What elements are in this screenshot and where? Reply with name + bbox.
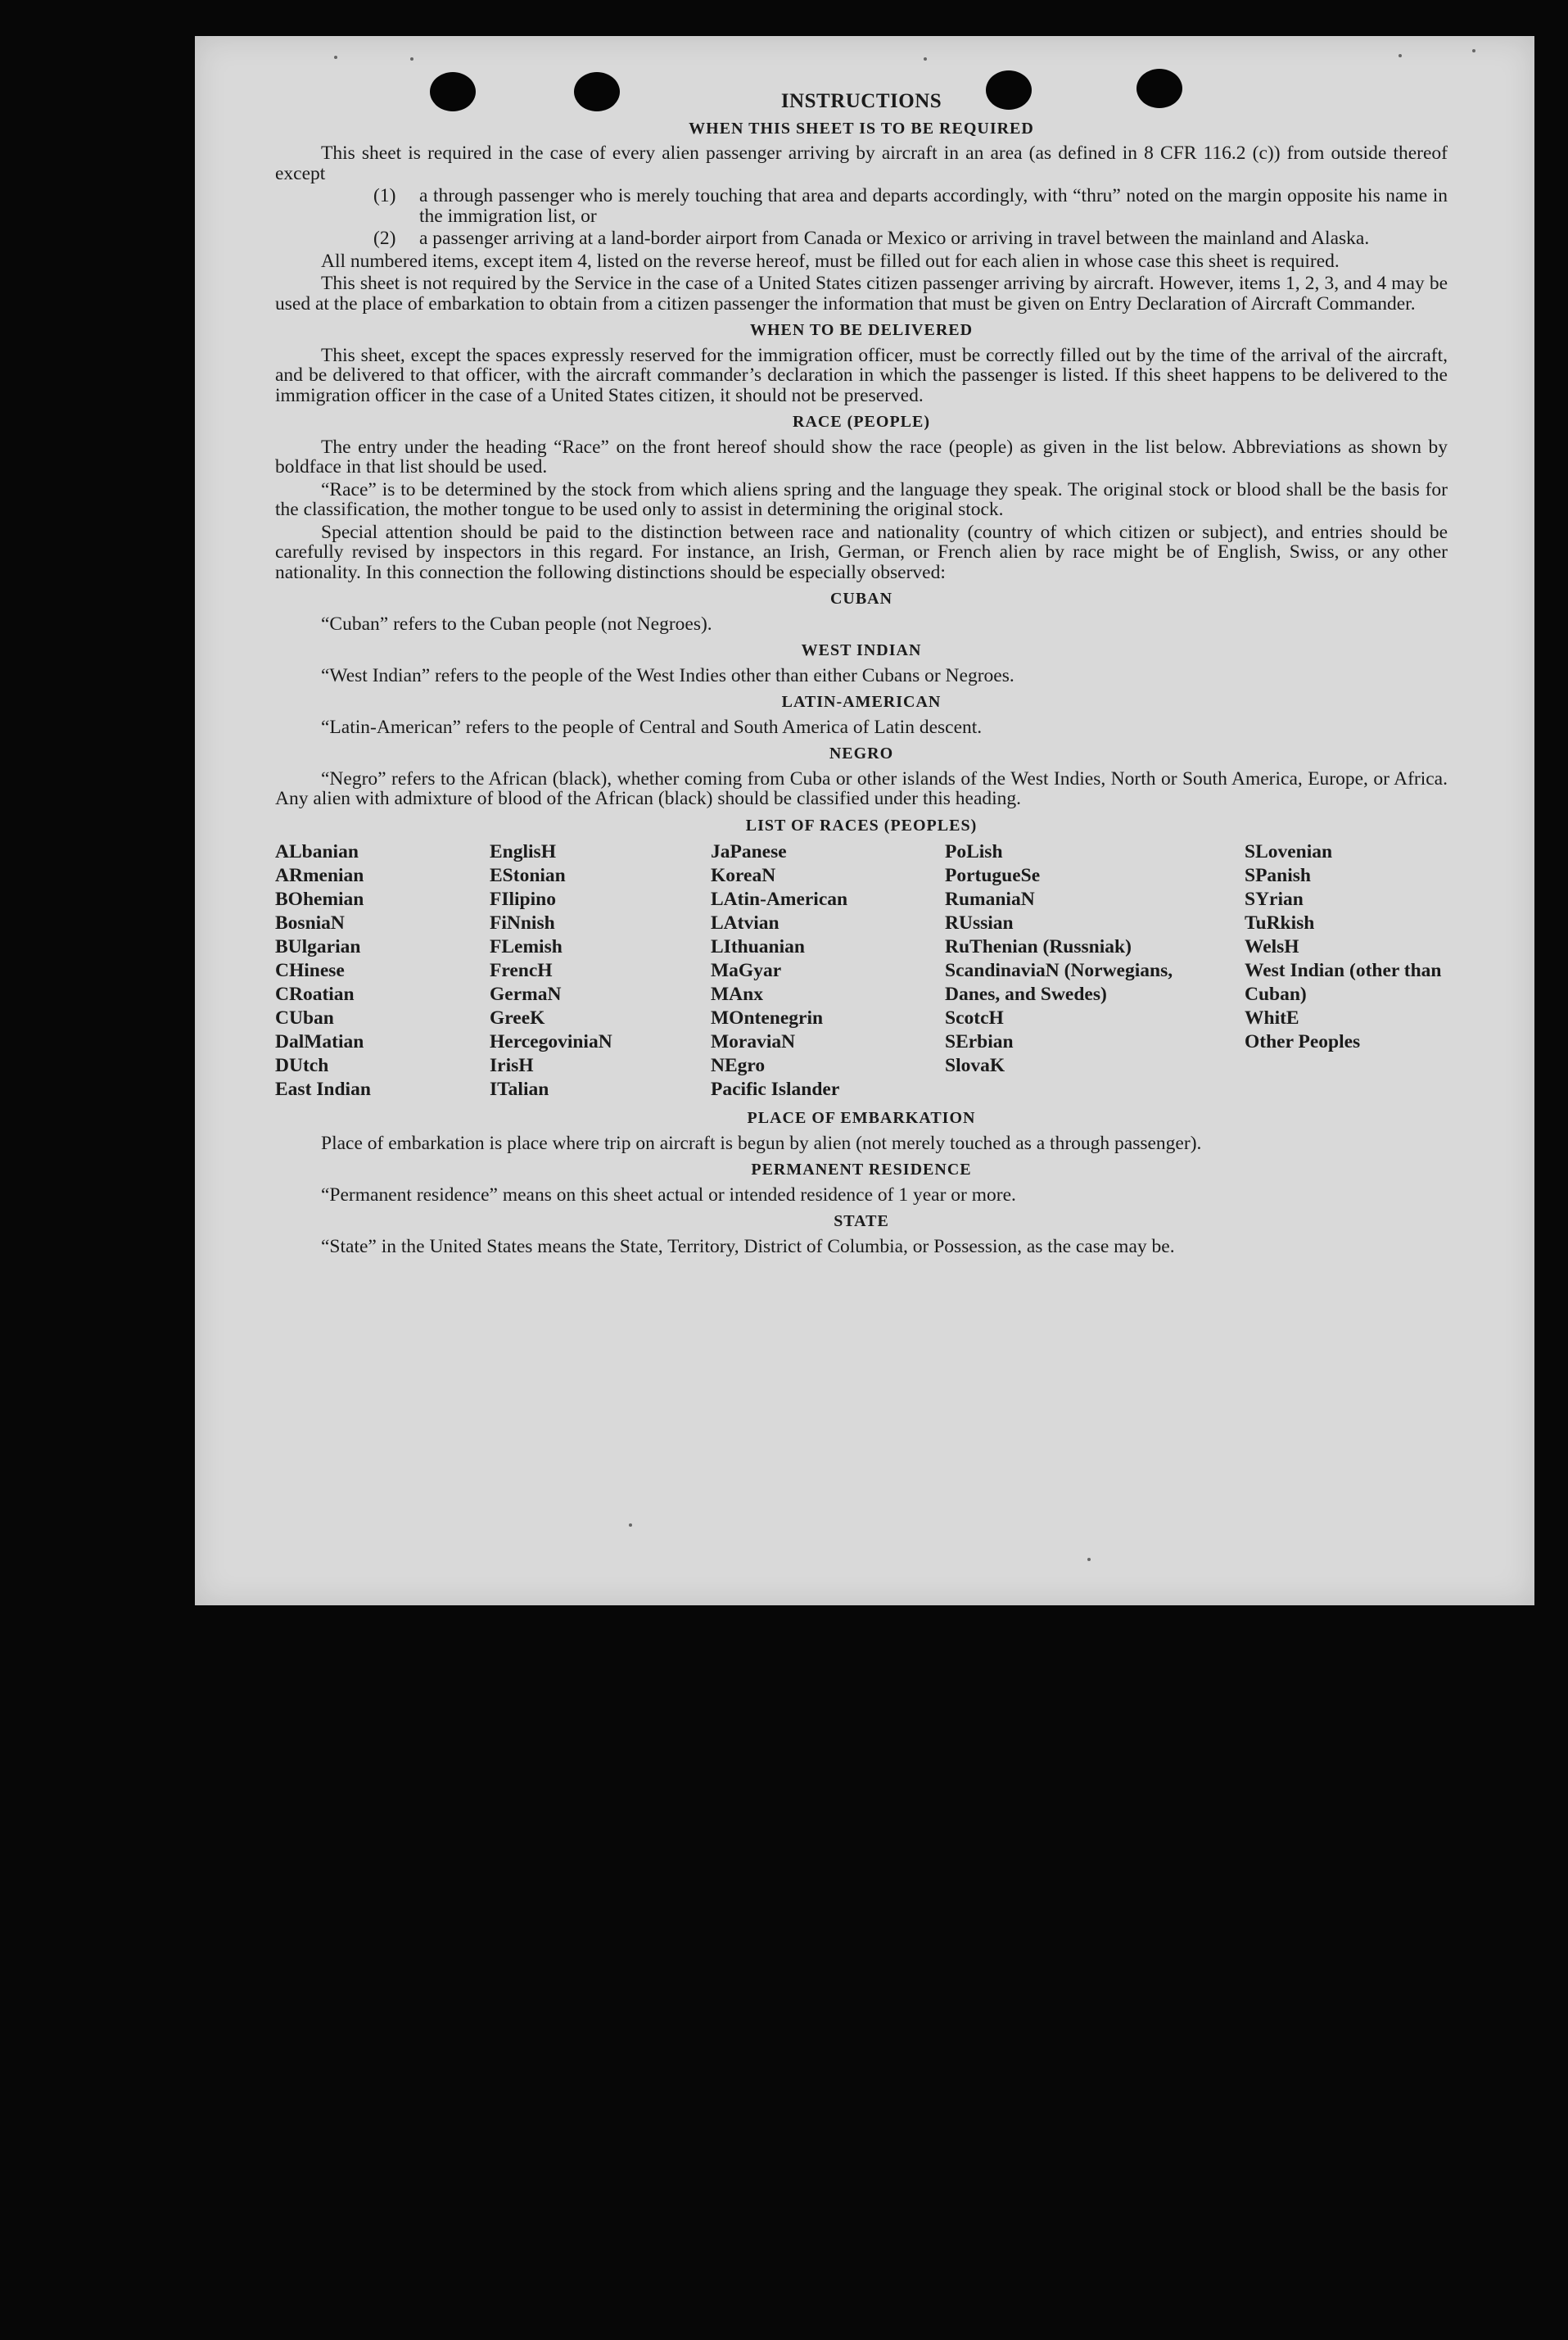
section-heading-residence: PERMANENT RESIDENCE bbox=[751, 1161, 972, 1179]
paragraph: All numbered items, except item 4, listed on the reverse hereof, must be filled out for each alien in whose case this sheet is required. bbox=[321, 250, 1340, 272]
paragraph: “State” in the United States means the State, Territory, District of Columbia, or Possession, as the case may be. bbox=[321, 1235, 1175, 1257]
races-column bbox=[945, 840, 1245, 1102]
race-item: PortugueSe bbox=[945, 865, 1041, 886]
item-number: (1) bbox=[373, 185, 396, 206]
races-list bbox=[275, 840, 1448, 1102]
paragraph: This sheet is not required by the Service in the case of a United States citizen passenger arriving by aircraft. However, items 1, 2, 3, and 4 may be used at the place of embarkation to obtain from a citizen passenger the information that must be given on Entry Declaration of Aircraft Commander. bbox=[275, 273, 1448, 315]
race-item: West Indian (other than Cuban) bbox=[1245, 960, 1442, 1005]
race-item: LAtin-American bbox=[711, 889, 848, 910]
item-text: a passenger arriving at a land-border airport from Canada or Mexico or arriving in travel between the mainland and Alaska. bbox=[419, 228, 1370, 249]
race-item: IrisH bbox=[490, 1055, 534, 1076]
race-item: FrencH bbox=[490, 960, 553, 981]
race-item: LIthuanian bbox=[711, 936, 805, 957]
paragraph: This sheet is required in the case of every alien passenger arriving by aircraft in an area (as defined in 8 CFR 116.2 (c)) from outside thereof except bbox=[275, 143, 1448, 184]
race-item: DUtch bbox=[275, 1055, 329, 1076]
race-item: KoreaN bbox=[711, 865, 776, 886]
race-item: FLemish bbox=[490, 936, 563, 957]
race-item: MAnx bbox=[711, 984, 763, 1005]
section-heading-list-of-races: LIST OF RACES (PEOPLES) bbox=[745, 816, 978, 835]
race-item: WelsH bbox=[1245, 936, 1299, 957]
section-heading-negro: NEGRO bbox=[829, 745, 894, 763]
paragraph: This sheet, except the spaces expressly reserved for the immigration officer, must be correctly filled out by the time of the arrival of the aircraft, and be delivered to that officer, with the aircraft commander’s declaration in which the passenger is listed. If this sheet happens to be delivered to the immigration officer in the case of a United States citizen, it should not be preserved. bbox=[275, 344, 1448, 406]
section-heading-embarkation: PLACE OF EMBARKATION bbox=[747, 1109, 976, 1127]
race-item: Pacific Islander bbox=[711, 1079, 840, 1100]
section-heading-west-indian: WEST INDIAN bbox=[801, 641, 922, 659]
races-column bbox=[1245, 840, 1448, 1102]
race-item: SPanish bbox=[1245, 865, 1311, 886]
race-item: MaGyar bbox=[711, 960, 782, 981]
paragraph: Special attention should be paid to the distinction between race and nationality (country of which citizen or subject), and entries should be carefully revised by inspectors in this regard. For instance, an Irish, German, or French alien by race might be of English, Swiss, or any other nationality. In this connection the following distinctions should be especially observed: bbox=[275, 521, 1448, 583]
race-item: CHinese bbox=[275, 960, 345, 981]
race-item: RUssian bbox=[945, 912, 1014, 934]
race-item: JaPanese bbox=[711, 841, 787, 862]
race-item: ITalian bbox=[490, 1079, 549, 1100]
section-heading-when-required: WHEN THIS SHEET IS TO BE REQUIRED bbox=[689, 119, 1034, 138]
race-item: MoraviaN bbox=[711, 1031, 796, 1052]
page-title: INSTRUCTIONS bbox=[780, 90, 942, 112]
paragraph: Place of embarkation is place where trip on aircraft is begun by alien (not merely touched as a through passenger). bbox=[321, 1132, 1202, 1154]
race-item: SErbian bbox=[945, 1031, 1014, 1052]
paragraph: “West Indian” refers to the people of the West Indies other than either Cubans or Negroes. bbox=[321, 664, 1014, 686]
race-item: CRoatian bbox=[275, 984, 355, 1005]
race-item: EStonian bbox=[490, 865, 566, 886]
section-heading-state: STATE bbox=[834, 1212, 889, 1230]
race-item: DalMatian bbox=[275, 1031, 364, 1052]
instructions-content bbox=[275, 92, 1448, 1259]
race-item: ARmenian bbox=[275, 865, 364, 886]
document-sheet bbox=[195, 36, 1534, 1605]
paragraph: “Cuban” refers to the Cuban people (not Negroes). bbox=[321, 613, 712, 635]
race-item: EnglisH bbox=[490, 841, 556, 862]
exception-item bbox=[275, 229, 1448, 249]
race-item: TuRkish bbox=[1245, 912, 1315, 934]
race-item: BosniaN bbox=[275, 912, 345, 934]
race-item: GermaN bbox=[490, 984, 562, 1005]
paragraph: “Negro” refers to the African (black), whether coming from Cuba or other islands of the West Indies, North or South America, Europe, or Africa. Any alien with admixture of blood of the African (black) should be classified under this heading. bbox=[275, 767, 1448, 809]
race-item: RumaniaN bbox=[945, 889, 1035, 910]
race-item: SlovaK bbox=[945, 1055, 1005, 1076]
race-item: BUlgarian bbox=[275, 936, 361, 957]
paragraph: “Permanent residence” means on this sheet actual or intended residence of 1 year or more. bbox=[321, 1184, 1016, 1206]
paragraph: “Race” is to be determined by the stock from which aliens spring and the language they speak. The original stock or blood shall be the basis for the classification, the mother tongue to be used only to assist in determining the original stock. bbox=[275, 478, 1448, 520]
race-item: GreeK bbox=[490, 1007, 545, 1029]
section-heading-race: RACE (PEOPLE) bbox=[793, 413, 930, 431]
race-item: PoLish bbox=[945, 841, 1003, 862]
race-item: ScotcH bbox=[945, 1007, 1004, 1029]
paragraph: The entry under the heading “Race” on the front hereof should show the race (people) as given in the list below. Abbreviations as shown by boldface in that list should be used. bbox=[275, 436, 1448, 478]
race-item: MOntenegrin bbox=[711, 1007, 824, 1029]
exception-item bbox=[275, 186, 1448, 226]
race-item: RuThenian (Russniak) bbox=[945, 936, 1132, 957]
section-heading-when-delivered: WHEN TO BE DELIVERED bbox=[749, 321, 974, 339]
race-item: NEgro bbox=[711, 1055, 766, 1076]
paragraph: “Latin-American” refers to the people of Central and South America of Latin descent. bbox=[321, 716, 983, 738]
race-item: BOhemian bbox=[275, 889, 364, 910]
race-item: East Indian bbox=[275, 1079, 371, 1100]
races-column bbox=[490, 840, 711, 1102]
race-item: HercegoviniaN bbox=[490, 1031, 612, 1052]
race-item: ScandinaviaN (Norwegians, Danes, and Swedes) bbox=[945, 960, 1173, 1005]
race-item: FIlipino bbox=[490, 889, 556, 910]
section-heading-latin-american: LATIN-AMERICAN bbox=[781, 693, 942, 711]
item-text: a through passenger who is merely touching that area and departs accordingly, with “thru” noted on the margin opposite his name in the immigration list, or bbox=[419, 185, 1448, 227]
race-item: LAtvian bbox=[711, 912, 779, 934]
races-column bbox=[275, 840, 490, 1102]
section-heading-cuban: CUBAN bbox=[829, 590, 893, 608]
race-item: SLovenian bbox=[1245, 841, 1333, 862]
race-item: WhitE bbox=[1245, 1007, 1299, 1029]
race-item: ALbanian bbox=[275, 841, 359, 862]
race-item: SYrian bbox=[1245, 889, 1304, 910]
races-column bbox=[711, 840, 945, 1102]
race-item: Other Peoples bbox=[1245, 1031, 1361, 1052]
race-item: CUban bbox=[275, 1007, 334, 1029]
race-item: FiNnish bbox=[490, 912, 555, 934]
item-number: (2) bbox=[373, 228, 396, 249]
